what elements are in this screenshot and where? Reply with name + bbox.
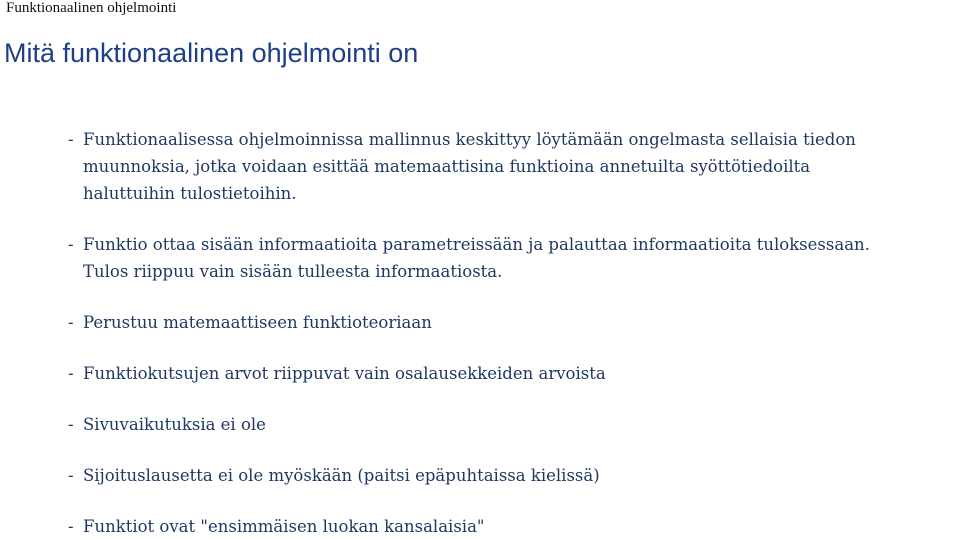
bullet-list (68, 126, 958, 540)
bullet-marker: - (68, 130, 74, 149)
bullet-line: Funktionaalisessa ohjelmoinnissa mallinnus keskittyy löytämään ongelmasta sellaisia tiedon (83, 130, 856, 149)
bullet-line: Funktiokutsujen arvot riippuvat vain osalausekkeiden arvoista (83, 364, 606, 383)
bullet-item (68, 126, 958, 207)
bullet-item (68, 360, 958, 387)
bullet-item (68, 231, 958, 285)
bullet-item (68, 513, 958, 540)
bullet-marker: - (68, 517, 74, 536)
bullet-line: Tulos riippuu vain sisään tulleesta informaatiosta. (83, 262, 503, 281)
bullet-line: Funktiot ovat "ensimmäisen luokan kansalaisia" (83, 517, 485, 536)
bullet-line: muunnoksia, jotka voidaan esittää matemaattisina funktioina annetuilta syöttötiedoilta (83, 157, 811, 176)
bullet-line: Perustuu matemaattiseen funktioteoriaan (83, 313, 432, 332)
bullet-item (68, 411, 958, 438)
bullet-item (68, 309, 958, 336)
bullet-marker: - (68, 364, 74, 383)
bullet-marker: - (68, 415, 74, 434)
bullet-marker: - (68, 466, 74, 485)
bullet-line: Sivuvaikutuksia ei ole (83, 415, 266, 434)
bullet-line: haluttuihin tulostietoihin. (83, 184, 297, 203)
bullet-marker: - (68, 313, 74, 332)
running-header: Funktionaalinen ohjelmointi (6, 0, 177, 16)
bullet-line: Sijoituslausetta ei ole myöskään (paitsi epäpuhtaissa kielissä) (83, 466, 600, 485)
bullet-item (68, 462, 958, 489)
slide-title: Mitä funktionaalinen ohjelmointi on (4, 38, 419, 68)
bullet-line: Funktio ottaa sisään informaatioita parametreissään ja palauttaa informaatioita tuloksessaan. (83, 235, 870, 254)
bullet-marker: - (68, 235, 74, 254)
